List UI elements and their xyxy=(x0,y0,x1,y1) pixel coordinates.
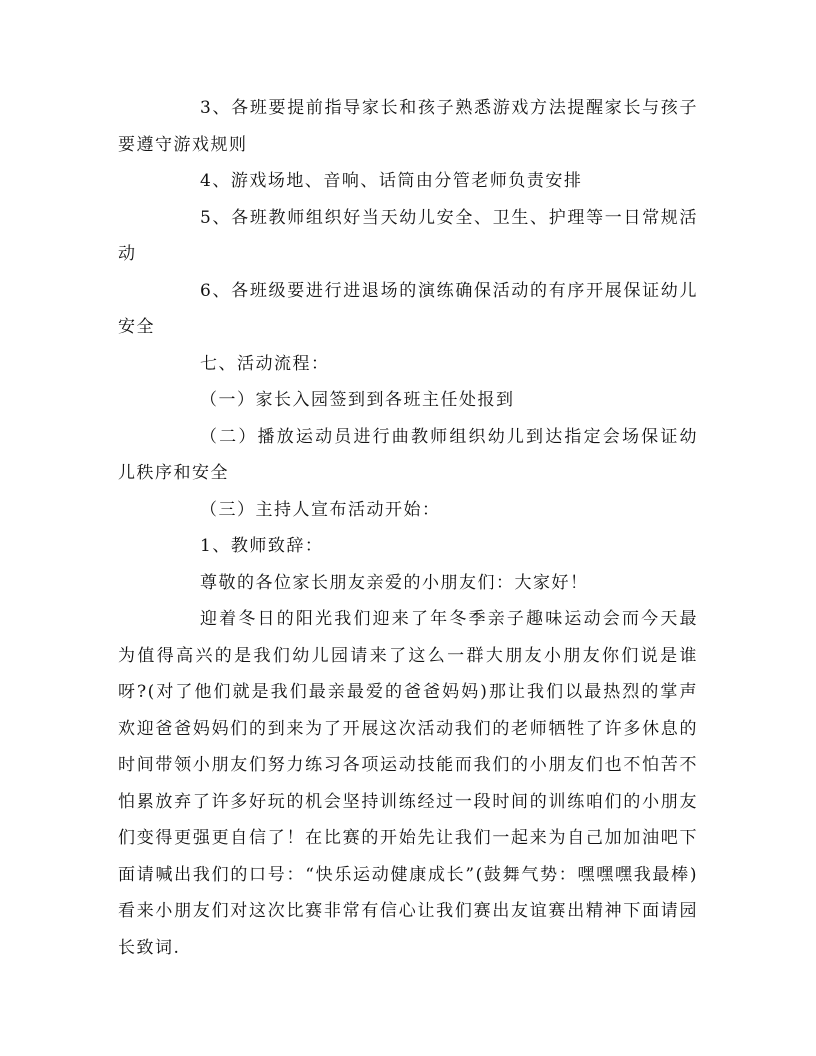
section-heading-activity-flow: 七、活动流程： xyxy=(200,353,330,374)
paragraph-step-two: （二）播放运动员进行曲教师组织幼儿到达指定会场保证幼儿秩序和安全 xyxy=(118,426,698,483)
paragraph-greeting: 尊敬的各位家长朋友亲爱的小朋友们：大家好！ xyxy=(200,572,589,593)
paragraph-venue-equipment: 4、游戏场地、音响、话筒由分管老师负责安排 xyxy=(200,171,583,191)
paragraph-teacher-speech-heading: 1、教师致辞： xyxy=(200,536,324,556)
document-page xyxy=(118,90,698,966)
paragraph-teacher-duties: 5、各班教师组织好当天幼儿安全、卫生、护理等一日常规活动 xyxy=(118,207,698,264)
paragraph-step-one: （一）家长入园签到到各班主任处报到 xyxy=(200,390,515,410)
paragraph-step-three: （三）主持人宣布活动开始： xyxy=(200,499,441,520)
paragraph-speech-body: 迎着冬日的阳光我们迎来了年冬季亲子趣味运动会而今天最为值得高兴的是我们幼儿园请来了这么一群大朋友小朋友你们说是谁呀?(对了他们就是我们最亲最爱的爸爸妈妈)那让我们以最热烈的掌声欢迎爸爸妈妈们的到来为了开展这次活动我们的老师牺牲了许多休息的时间带领小朋友们努力练习各项运动技能而我们的小朋友们也不怕苦不怕累放弃了许多好玩的机会坚持训练经过一段时间的训练咱们的小朋友们变得更强更自信了！在比赛的开始先让我们一起来为自己加加油吧下面请喊出我们的口号：“快乐运动健康成长”(鼓舞气势：嘿嘿嘿我最棒)看来小朋友们对这次比赛非常有信心让我们赛出友谊赛出精神下面请园长致词. xyxy=(118,609,698,958)
paragraph-game-rules: 3、各班要提前指导家长和孩子熟悉游戏方法提醒家长与孩子要遵守游戏规则 xyxy=(118,98,698,155)
paragraph-rehearsal: 6、各班级要进行进退场的演练确保活动的有序开展保证幼儿安全 xyxy=(118,280,698,337)
